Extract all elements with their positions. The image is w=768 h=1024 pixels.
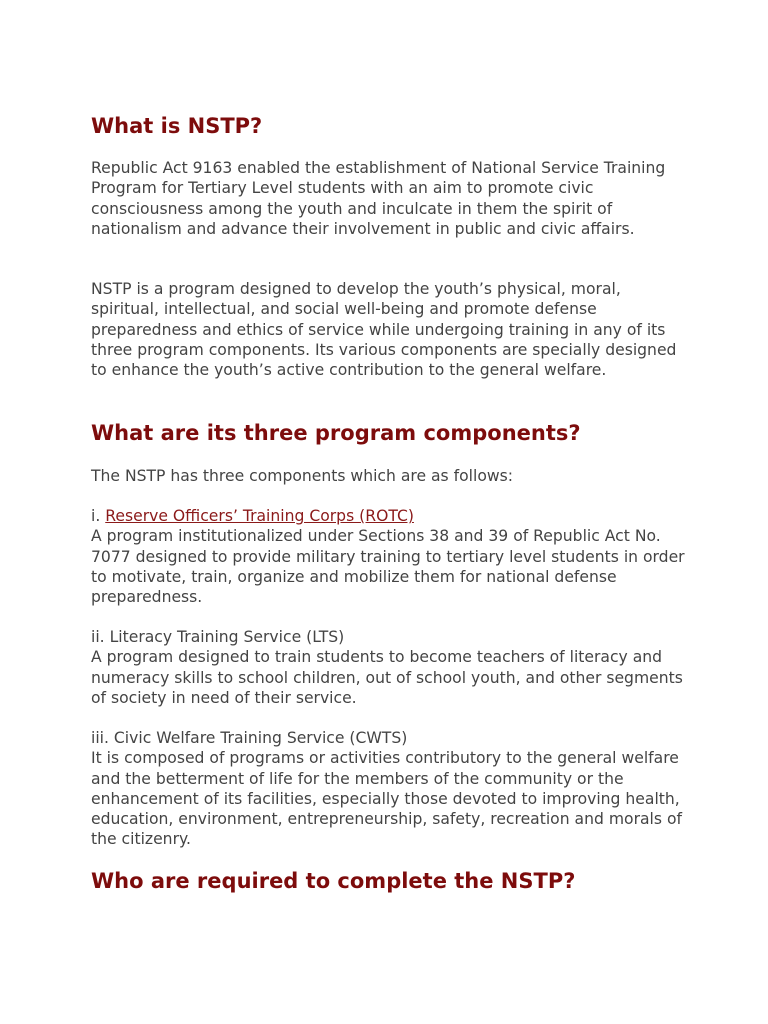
component-lts <box>91 627 691 708</box>
component-rotc-prefix: i. <box>91 507 106 525</box>
component-lts-description: A program designed to train students to become teachers of literacy and numeracy skills to school children, out of school youth, and other segments of society in need of their service. <box>91 648 683 707</box>
paragraph-republic-act: Republic Act 9163 enabled the establishment of National Service Training Program for Tertiary Level students with an aim to promote civic consciousness among the youth and inculcate in them the spirit of nationalism and advance their involvement in public and civic affairs. <box>91 159 666 238</box>
paragraph-components-intro: The NSTP has three components which are as follows: <box>91 467 513 485</box>
component-cwts-prefix: iii. <box>91 729 114 747</box>
component-rotc <box>91 506 691 607</box>
component-rotc-title-line <box>91 507 414 525</box>
component-rotc-description: A program institutionalized under Sections 38 and 39 of Republic Act No. 7077 designed to provide military training to tertiary level students in order to motivate, train, organize and mobilize them for national defense preparedness. <box>91 527 685 607</box>
heading-three-components: What are its three program components? <box>91 421 581 445</box>
component-lts-prefix: ii. <box>91 628 110 646</box>
rotc-link[interactable]: Reserve Officers’ Training Corps (ROTC) <box>105 507 414 525</box>
heading-what-is-nstp: What is NSTP? <box>91 114 263 138</box>
component-cwts-description: It is composed of programs or activities contributory to the general welfare and the betterment of life for the members of the community or the enhancement of its facilities, especially those devoted to improving health, education, environment, entrepreneurship, safety, recreation and morals of the citizenry. <box>91 749 682 849</box>
paragraph-nstp-description: NSTP is a program designed to develop the youth’s physical, moral, spiritual, intellectual, and social well-being and promote defense preparedness and ethics of service while undergoing training in any of its three program components. Its various components are specially designed to enhance the youth’s active contribution to the general welfare. <box>91 280 677 380</box>
component-lts-title-line <box>91 628 344 646</box>
component-cwts-title-line <box>91 729 407 747</box>
component-cwts <box>91 728 691 850</box>
component-cwts-title: Civic Welfare Training Service (CWTS) <box>113 729 408 747</box>
heading-who-are-required: Who are required to complete the NSTP? <box>91 869 576 893</box>
component-lts-title: Literacy Training Service (LTS) <box>109 628 345 646</box>
